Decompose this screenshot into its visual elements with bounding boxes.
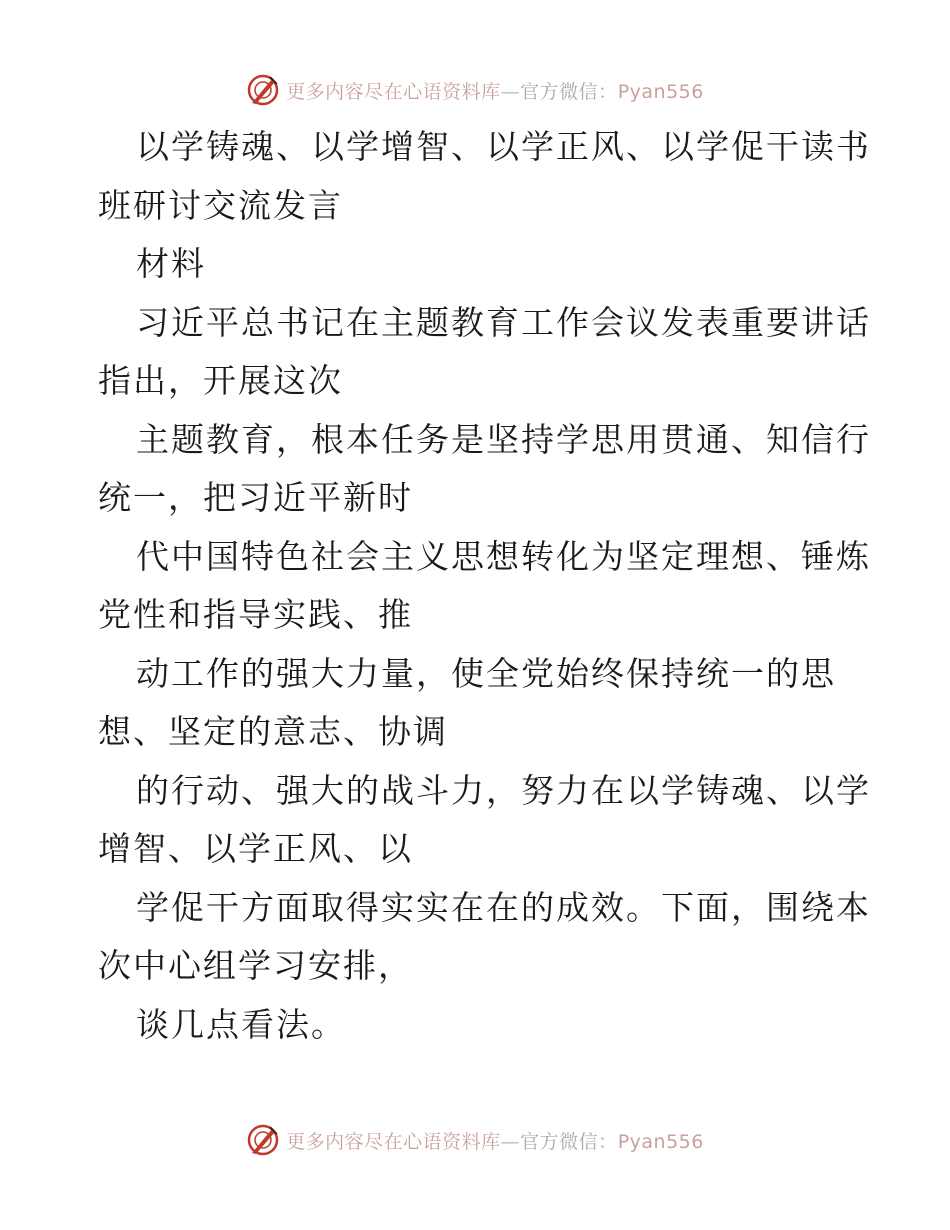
watermark-brand: 更多内容尽在心语资料库 <box>286 1130 501 1153</box>
text-line: 指出，开展这次 <box>98 361 343 400</box>
text-line: 的行动、强大的战斗力，努力在以学铸魂、以学 <box>136 770 871 810</box>
text-line: 班研讨交流发言 <box>98 185 343 225</box>
watermark-official-label: 官方微信： <box>520 80 618 103</box>
text-line: 次中心组学习安排， <box>98 946 413 985</box>
text-line: 以学铸魂、以学增智、以学正风、以学促干读书 <box>136 127 871 166</box>
text-line: 统一，把习近平新时 <box>98 478 413 517</box>
watermark-wechat-id: Pyan556 <box>617 80 704 103</box>
text-line: 动工作的强大力量，使全党始终保持统一的思 <box>136 653 836 693</box>
text-line: 学促干方面取得实实在在的成效。下面，围绕本 <box>136 887 871 927</box>
watermark-text <box>286 1127 704 1154</box>
watermark-separator: — <box>500 1130 521 1153</box>
footer-watermark <box>0 1120 950 1160</box>
quill-logo-icon <box>246 1123 280 1157</box>
text-line: 材料 <box>136 244 206 283</box>
text-line: 想、坚定的意志、协调 <box>98 712 448 751</box>
watermark-brand: 更多内容尽在心语资料库 <box>286 80 501 103</box>
watermark-separator: — <box>500 80 521 103</box>
watermark-wechat-id: Pyan556 <box>617 1130 704 1153</box>
text-line: 代中国特色社会主义思想转化为坚定理想、锤炼 <box>136 536 871 576</box>
document-body <box>98 118 871 1054</box>
text-line: 党性和指导实践、推 <box>98 595 413 634</box>
text-line: 习近平总书记在主题教育工作会议发表重要讲话 <box>136 302 871 342</box>
quill-logo-icon <box>246 73 280 107</box>
watermark-text <box>286 77 704 104</box>
text-line: 主题教育，根本任务是坚持学思用贯通、知信行 <box>136 419 871 459</box>
watermark-official-label: 官方微信： <box>520 1130 618 1153</box>
text-line: 增智、以学正风、以 <box>98 829 413 868</box>
text-line: 谈几点看法。 <box>136 1004 346 1044</box>
header-watermark <box>0 70 950 110</box>
